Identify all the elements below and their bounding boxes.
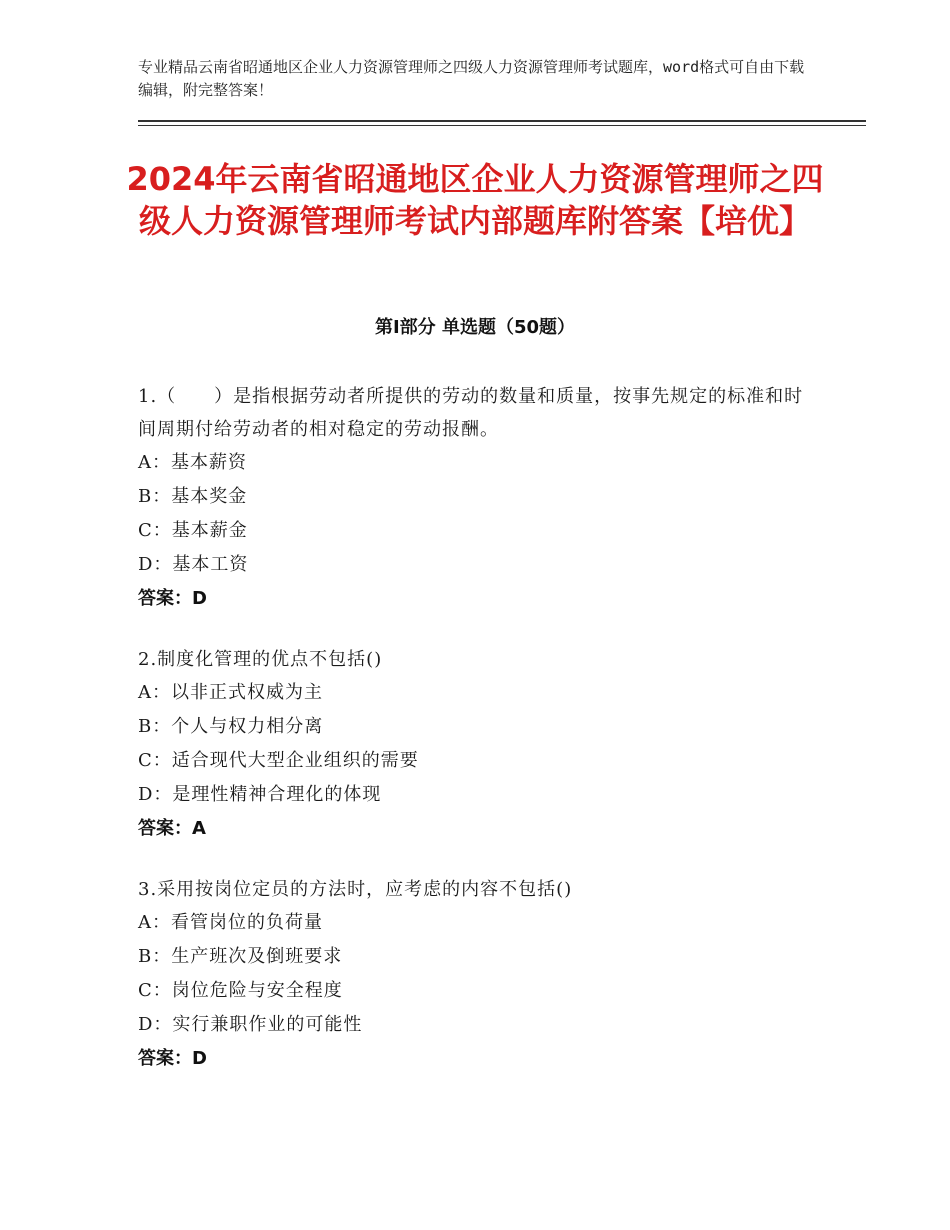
question-option-a: A：基本薪资	[138, 452, 247, 473]
question-item	[138, 380, 818, 616]
question-answer: 答案：D	[138, 588, 207, 609]
header-rule-thin	[138, 125, 866, 126]
question-item	[138, 873, 818, 1076]
question-stem: 2.制度化管理的优点不包括()	[138, 649, 383, 670]
header-rule-thick	[138, 120, 866, 122]
question-option-b: B：生产班次及倒班要求	[138, 946, 343, 967]
question-option-b: B：个人与权力相分离	[138, 716, 324, 737]
question-option-c: C：岗位危险与安全程度	[138, 980, 343, 1001]
question-option-c: C：适合现代大型企业组织的需要	[138, 750, 419, 771]
question-list	[138, 380, 818, 1103]
question-answer: 答案：A	[138, 818, 206, 839]
question-option-d: D：实行兼职作业的可能性	[138, 1014, 363, 1035]
section-heading: 第Ⅰ部分 单选题（50题）	[374, 317, 575, 338]
question-stem: 1.（ ）是指根据劳动者所提供的劳动的数量和质量，按事先规定的标准和时间周期付给劳动者的相对稳定的劳动报酬。	[138, 386, 804, 440]
question-item	[138, 643, 818, 846]
question-option-b: B：基本奖金	[138, 486, 248, 507]
document-title: 2024年云南省昭通地区企业人力资源管理师之四级人力资源管理师考试内部题库附答案【培优】	[126, 160, 824, 240]
question-stem: 3.采用按岗位定员的方法时，应考虑的内容不包括()	[138, 879, 573, 900]
question-option-d: D：是理性精神合理化的体现	[138, 784, 382, 805]
question-option-c: C：基本薪金	[138, 520, 248, 541]
question-option-a: A：看管岗位的负荷量	[138, 912, 323, 933]
question-option-a: A：以非正式权威为主	[138, 682, 323, 703]
question-answer: 答案：D	[138, 1048, 207, 1069]
question-option-d: D：基本工资	[138, 554, 249, 575]
header-note: 专业精品云南省昭通地区企业人力资源管理师之四级人力资源管理师考试题库，word格式可自由下载编辑，附完整答案！	[138, 58, 805, 99]
